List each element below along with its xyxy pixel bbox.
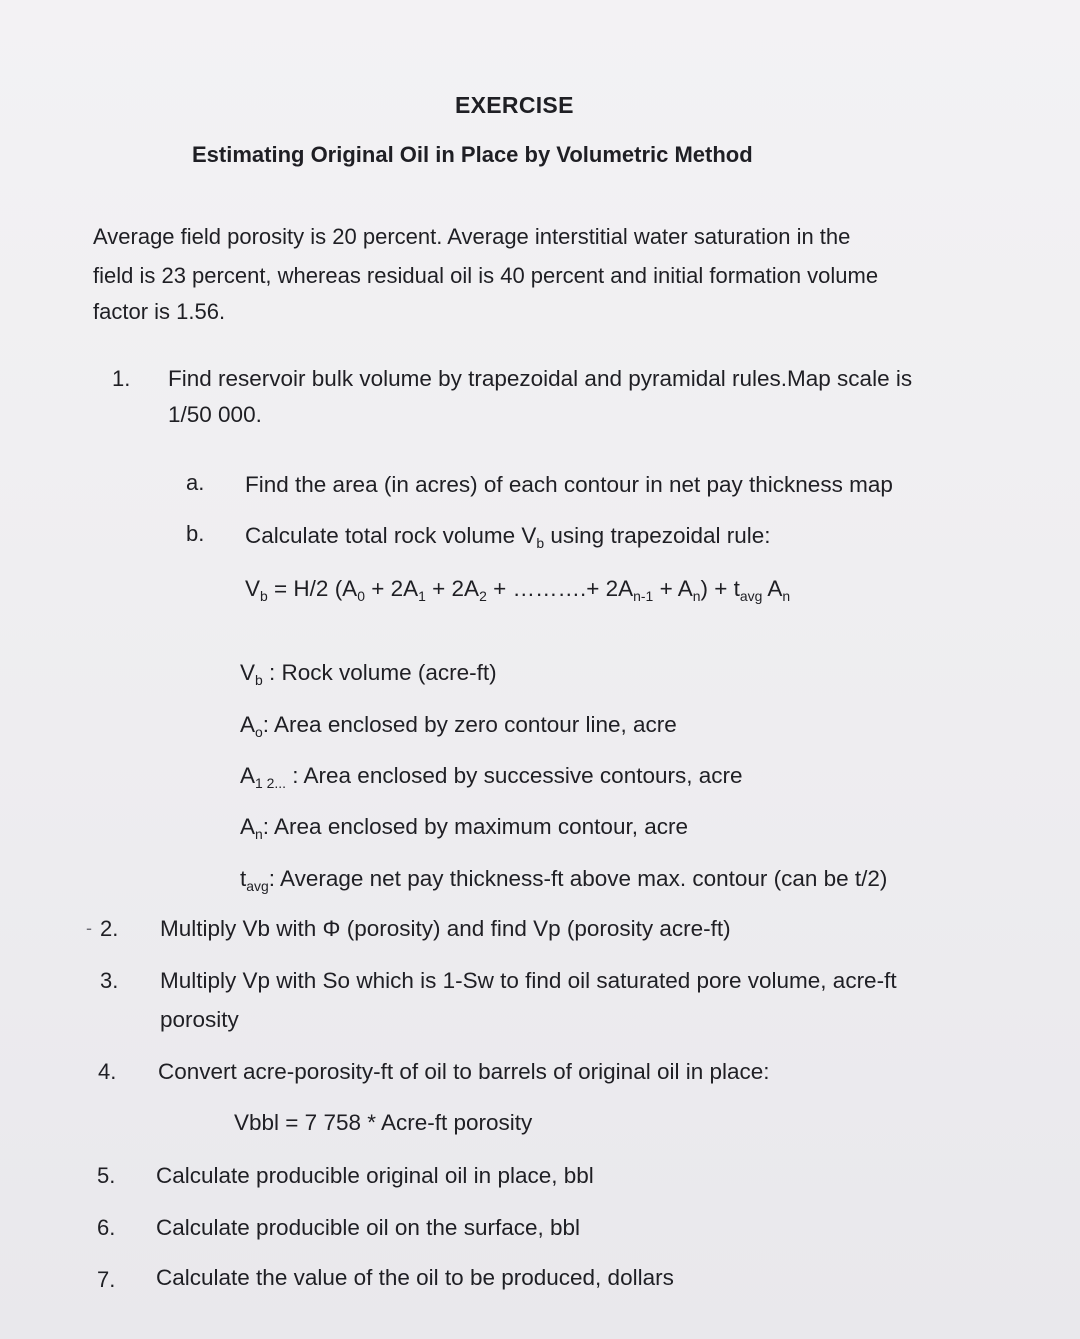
step-3-number: 3. <box>100 968 119 993</box>
page-title: EXERCISE <box>455 92 574 118</box>
definition-an: $A_n$: Area enclosed by maximum contour, acre <box>240 814 688 842</box>
step-4-number: 4. <box>98 1059 117 1084</box>
page-subtitle: Estimating Original Oil in Place by Volumetric Method <box>192 142 753 167</box>
sub-a-text: Find the area (in acres) of each contour in net pay thickness map <box>245 472 893 497</box>
intro-line-2: field is 23 percent, whereas residual oil is 40 percent and initial formation volume <box>93 263 879 288</box>
definition-tavg: $t_{avg}$: Average net pay thickness-ft above max. contour (can be t/2) <box>240 866 888 894</box>
step-6-number: 6. <box>97 1215 116 1240</box>
step-1-line-2: 1/50 000. <box>168 402 262 427</box>
step-5-text: Calculate producible original oil in place, bbl <box>156 1163 594 1188</box>
step-1-number: 1. <box>112 366 131 391</box>
definition-a12: $A_{1 2...}$ : Area enclosed by successive contours, acre <box>240 763 743 791</box>
step-4-formula: Vbbl = 7 758 * Acre-ft porosity <box>234 1110 533 1135</box>
sub-b-text: Calculate total rock volume $V_b$ using trapezoidal rule: <box>245 523 771 551</box>
definition-a0: $A_o$: Area enclosed by zero contour line, acre <box>240 712 677 740</box>
step-7-text: Calculate the value of the oil to be produced, dollars <box>156 1265 674 1290</box>
sub-a-letter: a. <box>186 470 205 495</box>
sub-b-letter: b. <box>186 521 205 546</box>
step-1-line-1: Find reservoir bulk volume by trapezoidal and pyramidal rules.Map scale is <box>168 366 913 391</box>
step-5-number: 5. <box>97 1163 116 1188</box>
intro-line-1: Average field porosity is 20 percent. Average interstitial water saturation in the <box>93 224 851 249</box>
step-2-pencil-mark: - <box>86 918 92 938</box>
intro-line-3: factor is 1.56. <box>93 299 226 324</box>
step-3-line-2: porosity <box>160 1007 239 1032</box>
step-2-text: Multiply Vb with Φ (porosity) and find Vp (porosity acre-ft) <box>160 916 731 941</box>
step-7-number: 7. <box>97 1267 116 1292</box>
step-6-text: Calculate producible oil on the surface, bbl <box>156 1215 581 1240</box>
definition-vb: $V_b$ : Rock volume (acre-ft) <box>240 660 497 688</box>
step-3-line-1: Multiply Vp with So which is 1-Sw to find oil saturated pore volume, acre-ft <box>160 968 897 993</box>
trapezoidal-formula: $V_b = H/2$ ($A_0 + 2A_1 + 2A_2$ + ……….+ $2A_{n-1} + A_n) + t_{avg}$ $A_n$ <box>245 576 791 604</box>
step-4-text: Convert acre-porosity-ft of oil to barrels of original oil in place: <box>158 1059 770 1084</box>
step-2-number: 2. <box>100 916 119 941</box>
